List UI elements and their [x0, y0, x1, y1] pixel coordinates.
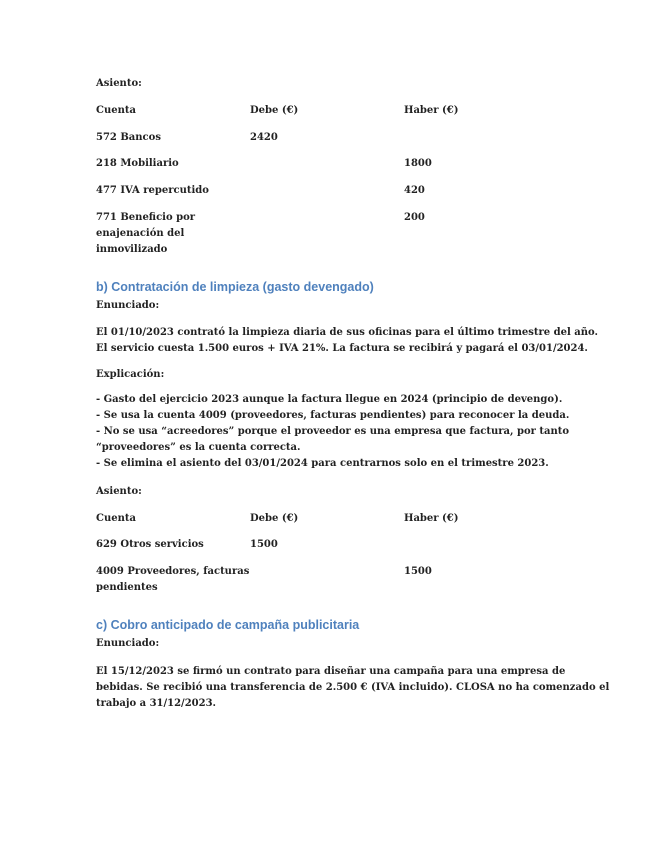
cell-cuenta: 629 Otros servicios: [96, 539, 204, 550]
header-cuenta: Cuenta: [96, 105, 136, 116]
header-haber: Haber (€): [404, 513, 459, 524]
section-c-heading: c) Cobro anticipado de campaña publicitaria: [96, 618, 360, 632]
enunciado-label-b: Enunciado:: [96, 300, 160, 311]
cell-debe: 2420: [250, 132, 278, 143]
cell-cuenta: 4009 Proveedores, facturas pendientes: [96, 566, 250, 593]
cell-haber: 420: [404, 185, 425, 196]
asiento-label-a: Asiento:: [96, 78, 142, 89]
cell-cuenta: 572 Bancos: [96, 132, 161, 143]
explicacion-text: - Gasto del ejercicio 2023 aunque la factura llegue en 2024 (principio de devengo). - Se usa la cuenta 4009 (proveedores, facturas pendientes) para reconocer la deuda. - No se usa “acreedores” porque el proveedor es una empresa que factura, por tanto “proveedores” es la cuenta correcta. - Se elimina el asiento del 03/01/2024 para centrarnos solo en el trimestre 2023.: [96, 394, 570, 469]
cell-haber: 200: [404, 212, 425, 223]
cell-haber: 1800: [404, 158, 432, 169]
cell-cuenta: 771 Beneficio por enajenación del inmovilizado: [96, 212, 196, 255]
section-b-heading: b) Contratación de limpieza (gasto devengado): [96, 280, 374, 294]
enunciado-text-c: El 15/12/2023 se firmó un contrato para diseñar una campaña para una empresa de bebidas. Se recibió una transferencia de 2.500 € (IVA incluido). CLOSA no ha comenzado el trabajo a 31/12/2023.: [96, 666, 610, 709]
enunciado-label-c: Enunciado:: [96, 638, 160, 649]
cell-debe: 1500: [250, 539, 278, 550]
header-debe: Debe (€): [250, 105, 299, 116]
header-haber: Haber (€): [404, 105, 459, 116]
cell-cuenta: 218 Mobiliario: [96, 158, 179, 169]
enunciado-text-b: El 01/10/2023 contrató la limpieza diaria de sus oficinas para el último trimestre del año. El servicio cuesta 1.500 euros + IVA 21%. La factura se recibirá y pagará el 03/01/2024.: [96, 327, 599, 354]
cell-cuenta: 477 IVA repercutido: [96, 185, 209, 196]
header-debe: Debe (€): [250, 513, 299, 524]
header-cuenta: Cuenta: [96, 513, 136, 524]
explicacion-label: Explicación:: [96, 369, 165, 380]
cell-haber: 1500: [404, 566, 432, 577]
asiento-label-b: Asiento:: [96, 486, 142, 497]
